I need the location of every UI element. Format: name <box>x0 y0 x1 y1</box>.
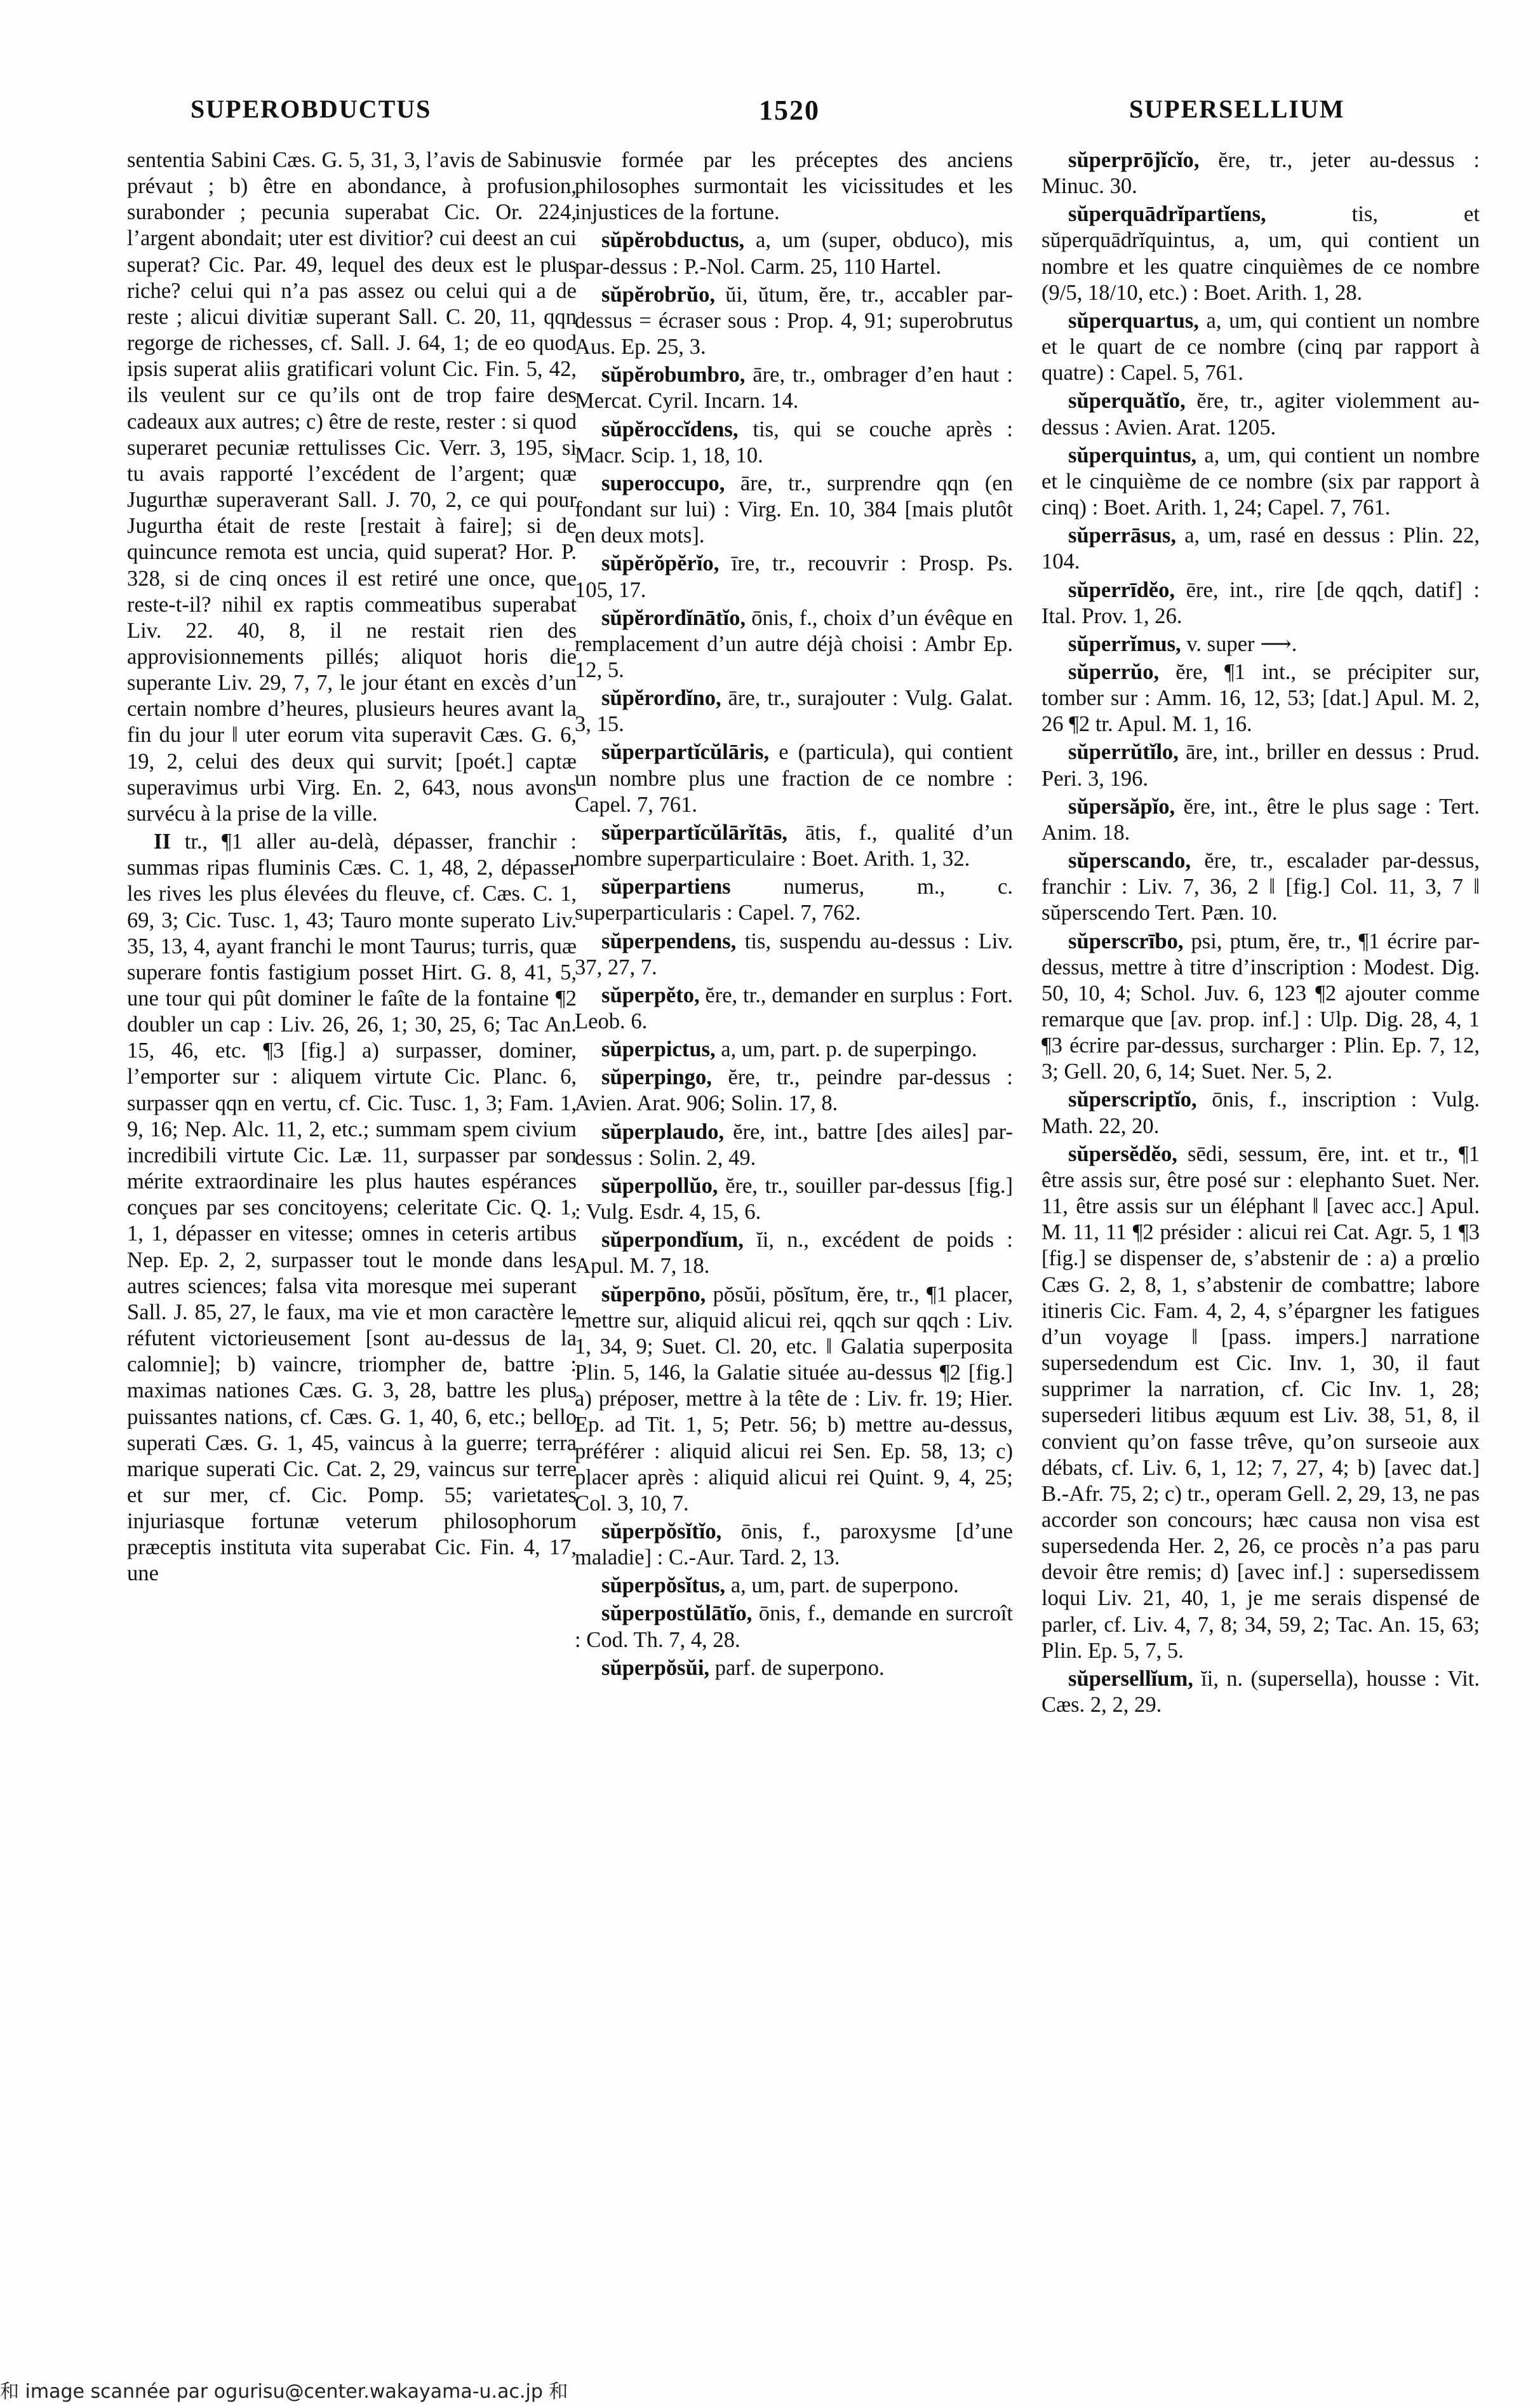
headword: superoccupo, <box>601 471 725 495</box>
entry-definition: numerus, m., c. superparticularis : Capel. 7, 762. <box>575 875 1013 925</box>
dictionary-entry <box>575 820 1013 872</box>
headword: sŭperpartiens <box>601 875 731 899</box>
dictionary-entry <box>575 1282 1013 1517</box>
headword: sŭperquintus, <box>1068 443 1197 467</box>
headword: sŭperpartĭcŭlāris, <box>601 740 770 765</box>
entry-definition: ĕre, ¶1 int., se précipiter sur, tomber sur : Amm. 16, 12, 53; [dat.] Apul. M. 2, 26 ¶2 tr. Apul. M. 1, 16. <box>1041 659 1480 737</box>
entry-definition: ĕre, int., être le plus sage : Tert. Anim. 18. <box>1041 794 1480 845</box>
entry-definition: ēre, int., rire [de qqch, datif] : Ital. Prov. 1, 26. <box>1041 577 1480 628</box>
headword: sŭperquādrĭpartĭens, <box>1068 202 1266 227</box>
dictionary-entry <box>1041 308 1480 386</box>
dictionary-entry <box>1041 443 1480 521</box>
headword: sŭpĕrordĭnātĭo, <box>601 605 746 630</box>
entry-definition: a, um, part. de superpono. <box>725 1573 959 1598</box>
headword: sŭperpollŭo, <box>601 1173 718 1198</box>
headword: sŭperpingo, <box>601 1065 712 1090</box>
headword: sŭperpictus, <box>601 1037 716 1062</box>
dictionary-entry <box>575 1573 1013 1599</box>
entry-definition: ĕre, tr., jeter au-dessus : Minuc. 30. <box>1041 148 1480 199</box>
entry-definition: a, um (super, obduco), mis par-dessus : P.-Nol. Carm. 25, 110 Hartel. <box>575 228 1013 279</box>
headword: sŭperpendens, <box>601 929 737 953</box>
dictionary-entry <box>1041 577 1480 629</box>
headword: sŭpĕrobductus, <box>601 228 745 253</box>
entry-definition: a, um, qui contient un nombre et le cinquième de ce nombre (six par rapport à cinq) : Boet. Arith. 1, 24; Capel. 7, 761. <box>1041 443 1480 520</box>
entry-definition: ŭi, ŭtum, ĕre, tr., accabler par-dessus = écraser sous : Prop. 4, 91; superobrutus Aus. Ep. 25, 3. <box>575 282 1013 360</box>
dictionary-entry <box>575 1227 1013 1279</box>
headword: sŭperquătĭo, <box>1068 389 1186 413</box>
entry-definition: psi, ptum, ĕre, tr., ¶1 écrire par-dessus, mettre à titre d’inscription : Modest. Dig. 50, 10, 4; Schol. Juv. 6, 123 ¶2 ajouter comme remarque que [av. prop. inf.] : Ulp. Dig. 28, 4, 1 ¶3 écrire par-dessus, surcharger : Plin. Ep. 7, 12, 3; Gell. 20, 6, 14; Suet. Ner. 5, 2. <box>1041 929 1480 1084</box>
entry-definition: tis, suspendu au-dessus : Liv. 37, 27, 7. <box>575 929 1013 979</box>
dictionary-entry <box>1041 1141 1480 1664</box>
scan-credit: 和 image scannée par ogurisu@center.wakayama-u.ac.jp 和 <box>0 2381 568 2403</box>
entry-definition: āre, tr., surprendre qqn (en fondant sur lui) : Virg. En. 10, 384 [mais plutôt en deux mots]. <box>575 471 1013 548</box>
headword: sŭperscriptĭo, <box>1068 1087 1197 1112</box>
entry-definition: īre, tr., recouvrir : Prosp. Ps. 105, 17. <box>575 551 1013 602</box>
headword: sŭperpŏsŭi, <box>601 1655 710 1680</box>
entry-definition: sententia Sabini Cæs. G. 5, 31, 3, l’avis de Sabinus prévaut ; b) être en abondance, à profusion, surabonder ; pecunia superabat Cic. Or. 224, l’argent abondait; uter est divitior? cui deest an cui superat? Cic. Par. 49, lequel des deux est le plus riche? celui qui n’a pas assez ou celui qui a de reste ; alicui divitiæ superant Sall. C. 20, 11, qqn regorge de richesses, cf. Sall. J. 64, 1; de eo quod ipsis superat aliis gratificari volunt Cic. Fin. 5, 42, ils veulent sur ce qu’ils ont de trop faire des cadeaux aux autres; c) être de reste, rester : si quod superaret pecuniæ rettulisses Cic. Verr. 3, 195, si tu avais rapporté l’excédent de l’argent; quæ Jugurthæ superaverant Sall. J. 70, 2, ce qui pour Jugurtha était de reste [restait à faire]; si de quincunce remota est uncia, quid superat? Hor. P. 328, si de cinq onces il est retiré une once, que reste-t-il? nihil ex raptis commeatibus superabat Liv. 22. 40, 8, il ne restait rien des approvisionnements pillés; aliquot horis die superante Liv. 29, 7, 7, le jour étant en excès d’un certain nombre d’heures, plusieurs heures avant la fin du jour ‖ uter eorum vita superavit Cæs. G. 6, 19, 2, celui des deux qui survit; [poét.] captæ superavimus urbi Virg. En. 2, 643, nous avons survécu à la prise de la ville. <box>127 148 577 826</box>
headword: sŭperpondĭum, <box>601 1228 744 1253</box>
entry-definition: ĭi, n. (supersella), housse : Vit. Cæs. 2, 2, 29. <box>1041 1666 1480 1717</box>
page-number: 1520 <box>759 95 820 126</box>
entry-definition: āre, tr., surajouter : Vulg. Galat. 3, 15. <box>575 686 1013 737</box>
dictionary-entry <box>575 983 1013 1035</box>
dictionary-entry <box>575 362 1013 414</box>
entry-definition: ĕre, tr., peindre par-dessus : Avien. Arat. 906; Solin. 17, 8. <box>575 1065 1013 1116</box>
entry-definition: v. super ⟶. <box>1181 631 1297 656</box>
dictionary-entry <box>575 1655 1013 1681</box>
entry-definition: ĕre, tr., souiller par-dessus [fig.] : Vulg. Esdr. 4, 15, 6. <box>575 1173 1013 1225</box>
dictionary-entry <box>1041 659 1480 737</box>
headword: sŭperpartĭcŭlārĭtās, <box>601 820 787 845</box>
entry-definition: parf. de superpono. <box>709 1655 885 1680</box>
dictionary-entry <box>575 685 1013 737</box>
dictionary-entry <box>127 147 577 827</box>
entry-definition: āre, int., briller en dessus : Prud. Peri. 3, 196. <box>1041 740 1480 791</box>
headword: sŭpersĕdĕo, <box>1068 1141 1177 1166</box>
dictionary-entry <box>1041 794 1480 846</box>
dictionary-entry <box>1041 388 1480 440</box>
entry-definition: āre, tr., ombrager d’en haut : Mercat. Cyril. Incarn. 14. <box>575 363 1013 413</box>
headword: sŭperrŭtĭlo, <box>1068 740 1179 765</box>
entry-definition: ōnis, f., inscription : Vulg. Math. 22, 20. <box>1041 1087 1480 1138</box>
headword: sŭpĕrordĭno, <box>601 686 721 711</box>
entry-definition: ōnis, f., demande en surcroît : Cod. Th. 7, 4, 28. <box>575 1601 1013 1652</box>
dictionary-entry <box>575 929 1013 981</box>
headword: sŭperplaudo, <box>601 1119 725 1144</box>
headword: sŭperscando, <box>1068 849 1191 873</box>
dictionary-entry <box>575 1065 1013 1117</box>
headword: sŭpĕrobrŭo, <box>601 282 716 307</box>
headword: sŭperprōjĭcĭo, <box>1068 148 1200 172</box>
dictionary-entry <box>575 417 1013 469</box>
entry-definition: vie formée par les préceptes des anciens philosophes surmontait les vicissitudes et les injustices de la fortune. <box>575 148 1013 225</box>
entry-definition: sēdi, sessum, ēre, int. et tr., ¶1 être assis sur, être posé sur : elephanto Suet. Ner. 11, être assis sur un éléphant ‖ [avec acc.] Apul. M. 11, 11 ¶2 présider : alicui rei Cat. Agr. 5, 1 ¶3 [fig.] se dispenser de, s’abstenir de : a) a prœlio Cæs G. 2, 8, 1, s’abstenir de combattre; labore itineris Cic. Fam. 4, 2, 4, s’épargner les fatigues d’un voyage ‖ [pass. impers.] narratione supersedendum est Cic. Inv. 1, 30, il faut supprimer la narration, cf. Cic Inv. 1, 28; supersederi litibus æquum est Liv. 38, 51, 8, il convient qu’on fasse trêve, qu’on surseoie aux débats, cf. Liv. 6, 1, 12; 7, 27, 4; b) [avec dat.] B.-Afr. 75, 2; c) tr., operam Gell. 2, 29, 13, ne pas accorder son concours; hæc causa non visa est supersedenda Her. 2, 26, ce procès n’a pas paru devoir être remis; d) [avec inf.] : supersedissem loqui Liv. 21, 40, 1, je me serais dispensé de parler, cf. Liv. 4, 7, 8; 34, 59, 2; Tac. An. 15, 63; Plin. Ep. 5, 7, 5. <box>1041 1141 1480 1663</box>
dictionary-entry <box>575 1037 1013 1063</box>
header-right-word: SUPERSELLIUM <box>1129 95 1345 123</box>
headword: sŭpĕrobumbro, <box>601 363 746 387</box>
dictionary-entry <box>575 282 1013 360</box>
dictionary-entry <box>1041 1087 1480 1139</box>
dictionary-entry <box>1041 147 1480 199</box>
headword: sŭpersellĭum, <box>1068 1666 1193 1691</box>
dictionary-entry <box>575 1601 1013 1653</box>
dictionary-entry <box>575 1519 1013 1571</box>
headword: sŭperrŭo, <box>1068 659 1160 684</box>
column-2 <box>575 147 1013 1683</box>
headword: II <box>154 830 171 854</box>
entry-definition: e (particula), qui contient un nombre plus une fraction de ce nombre : Capel. 7, 761. <box>575 740 1013 817</box>
dictionary-entry <box>575 147 1013 225</box>
entry-definition: a, um, rasé en dessus : Plin. 22, 104. <box>1041 523 1480 574</box>
entry-definition: ōnis, f., choix d’un évêque en remplacement d’un autre déjà choisi : Ambr Ep. 12, 5. <box>575 605 1013 682</box>
column-1 <box>127 147 577 1589</box>
dictionary-entry <box>1041 739 1480 791</box>
headword: sŭperpōno, <box>601 1282 706 1307</box>
dictionary-entry <box>1041 201 1480 306</box>
dictionary-entry <box>1041 929 1480 1085</box>
entry-definition: tr., ¶1 aller au-delà, dépasser, franchir : summas ripas fluminis Cæs. C. 1, 48, 2, dépasser les rives les plus élevées du fleuve, cf. Cæs. C. 1, 69, 3; Cic. Tusc. 1, 43; Tauro monte superato Liv. 35, 13, 4, ayant franchi le mont Taurus; turris, quæ superare fontis fastigium posset Hirt. G. 8, 41, 5, une tour qui pût dominer le faîte de la fontaine ¶2 doubler un cap : Liv. 26, 26, 1; 30, 25, 6; Tac An. 15, 46, etc. ¶3 [fig.] a) surpasser, dominer, l’emporter sur : aliquem virtute Cic. Planc. 6, surpasser qqn en vertu, cf. Cic. Tusc. 1, 3; Fam. 1, 9, 16; Nep. Alc. 11, 2, etc.; summam spem civium incredibili virtute Cic. Læ. 11, surpasser par son mérite extraordinaire les plus hautes espérances conçues par ses concitoyens; celeritate Cic. Q. 1, 1, 1, dépasser en vitesse; omnes in ceteris artibus Nep. Ep. 2, 2, surpasser tout le monde dans les autres sciences; falsa vita moresque mei superant Sall. J. 85, 27, le faux, ma vie et mon caractère le réfutent victorieusement [sont au-dessus de la calomnie]; b) vaincre, triompher de, battre : maximas nationes Cæs. G. 3, 28, battre les plus puissantes nations, cf. Cæs. G. 1, 40, 6, etc.; bello superati Cæs. G. 1, 45, vaincus à la guerre; terra marique superati Cic. Cat. 2, 29, vaincus sur terre et sur mer, cf. Cic. Pomp. 55; varietates injuriasque fortunæ veterum philosophorum præceptis instituta vita superabat Cic. Fin. 4, 17, une <box>127 830 577 1586</box>
dictionary-entry <box>575 1119 1013 1171</box>
header-left-word: SUPEROBDUCTUS <box>191 95 432 123</box>
dictionary-entry <box>575 739 1013 817</box>
entry-definition: ĕre, tr., demander en surplus : Fort. Leob. 6. <box>575 983 1013 1033</box>
headword: sŭperscrībo, <box>1068 929 1184 953</box>
headword: sŭperrāsus, <box>1068 523 1177 548</box>
dictionary-entry <box>1041 523 1480 575</box>
dictionary-entry <box>575 551 1013 603</box>
headword: sŭperquartus, <box>1068 308 1199 333</box>
headword: sŭperpŏsĭtus, <box>601 1573 726 1598</box>
entry-definition: tis, qui se couche après : Macr. Scip. 1, 18, 10. <box>575 417 1013 467</box>
headword: sŭperpostŭlātĭo, <box>601 1601 753 1626</box>
headword: sŭpersăpĭo, <box>1068 794 1175 819</box>
entry-definition: ĕre, int., battre [des ailes] par-dessus : Solin. 2, 49. <box>575 1119 1013 1170</box>
headword: sŭpĕrŏpĕrĭo, <box>601 551 720 576</box>
dictionary-entry <box>1041 1666 1480 1718</box>
entry-definition: tis, et sŭperquādrĭquintus, a, um, qui contient un nombre et les quatre cinquièmes de ce nombre (9/5, 18/10, etc.) : Boet. Arith. 1, 28. <box>1041 202 1480 305</box>
dictionary-entry <box>127 829 577 1587</box>
headword: sŭperrĭmus, <box>1068 631 1181 656</box>
entry-definition: a, um, qui contient un nombre et le quart de ce nombre (cinq par rapport à quatre) : Capel. 5, 761. <box>1041 308 1480 386</box>
entry-definition: ĕre, tr., escalader par-dessus, franchir : Liv. 7, 36, 2 ‖ [fig.] Col. 11, 3, 7 ‖ sŭperscendo Tert. Pæn. 10. <box>1041 849 1480 925</box>
dictionary-entry <box>575 227 1013 279</box>
entry-definition: a, um, part. p. de superpingo. <box>715 1037 977 1062</box>
entry-definition: ātis, f., qualité d’un nombre superparticulaire : Boet. Arith. 1, 32. <box>575 820 1013 871</box>
column-3 <box>1041 147 1480 1720</box>
dictionary-entry <box>575 874 1013 926</box>
entry-definition: ĕre, tr., agiter violemment au-dessus : Avien. Arat. 1205. <box>1041 389 1480 440</box>
headword: sŭpĕroccĭdens, <box>601 417 739 441</box>
dictionary-entry <box>575 471 1013 549</box>
entry-definition: pŏsŭi, pŏsĭtum, ĕre, tr., ¶1 placer, mettre sur, aliquid alicui rei, qqch sur qqch : Liv. 1, 34, 9; Suet. Cl. 20, etc. ‖ Galatia superposita Plin. 5, 146, la Galatie située au-dessus ¶2 [fig.] a) préposer, mettre à la tête de : Liv. fr. 19; Hier. Ep. ad Tit. 1, 5; Petr. 56; b) mettre au-dessus, préférer : aliquid alicui rei Sen. Ep. 58, 13; c) placer après : aliquid alicui rei Quint. 9, 4, 25; Col. 3, 10, 7. <box>575 1282 1013 1516</box>
dictionary-entry <box>575 1173 1013 1225</box>
headword: sŭperrīdĕo, <box>1068 577 1175 602</box>
headword: sŭperpŏsĭtĭo, <box>601 1519 722 1543</box>
entry-definition: ōnis, f., paroxysme [d’une maladie] : C.-Aur. Tard. 2, 13. <box>575 1519 1013 1570</box>
dictionary-entry <box>1041 631 1480 657</box>
headword: sŭperpĕto, <box>601 983 700 1007</box>
dictionary-entry <box>1041 848 1480 926</box>
dictionary-entry <box>575 605 1013 683</box>
entry-definition: ĭi, n., excédent de poids : Apul. M. 7, 18. <box>575 1228 1013 1279</box>
